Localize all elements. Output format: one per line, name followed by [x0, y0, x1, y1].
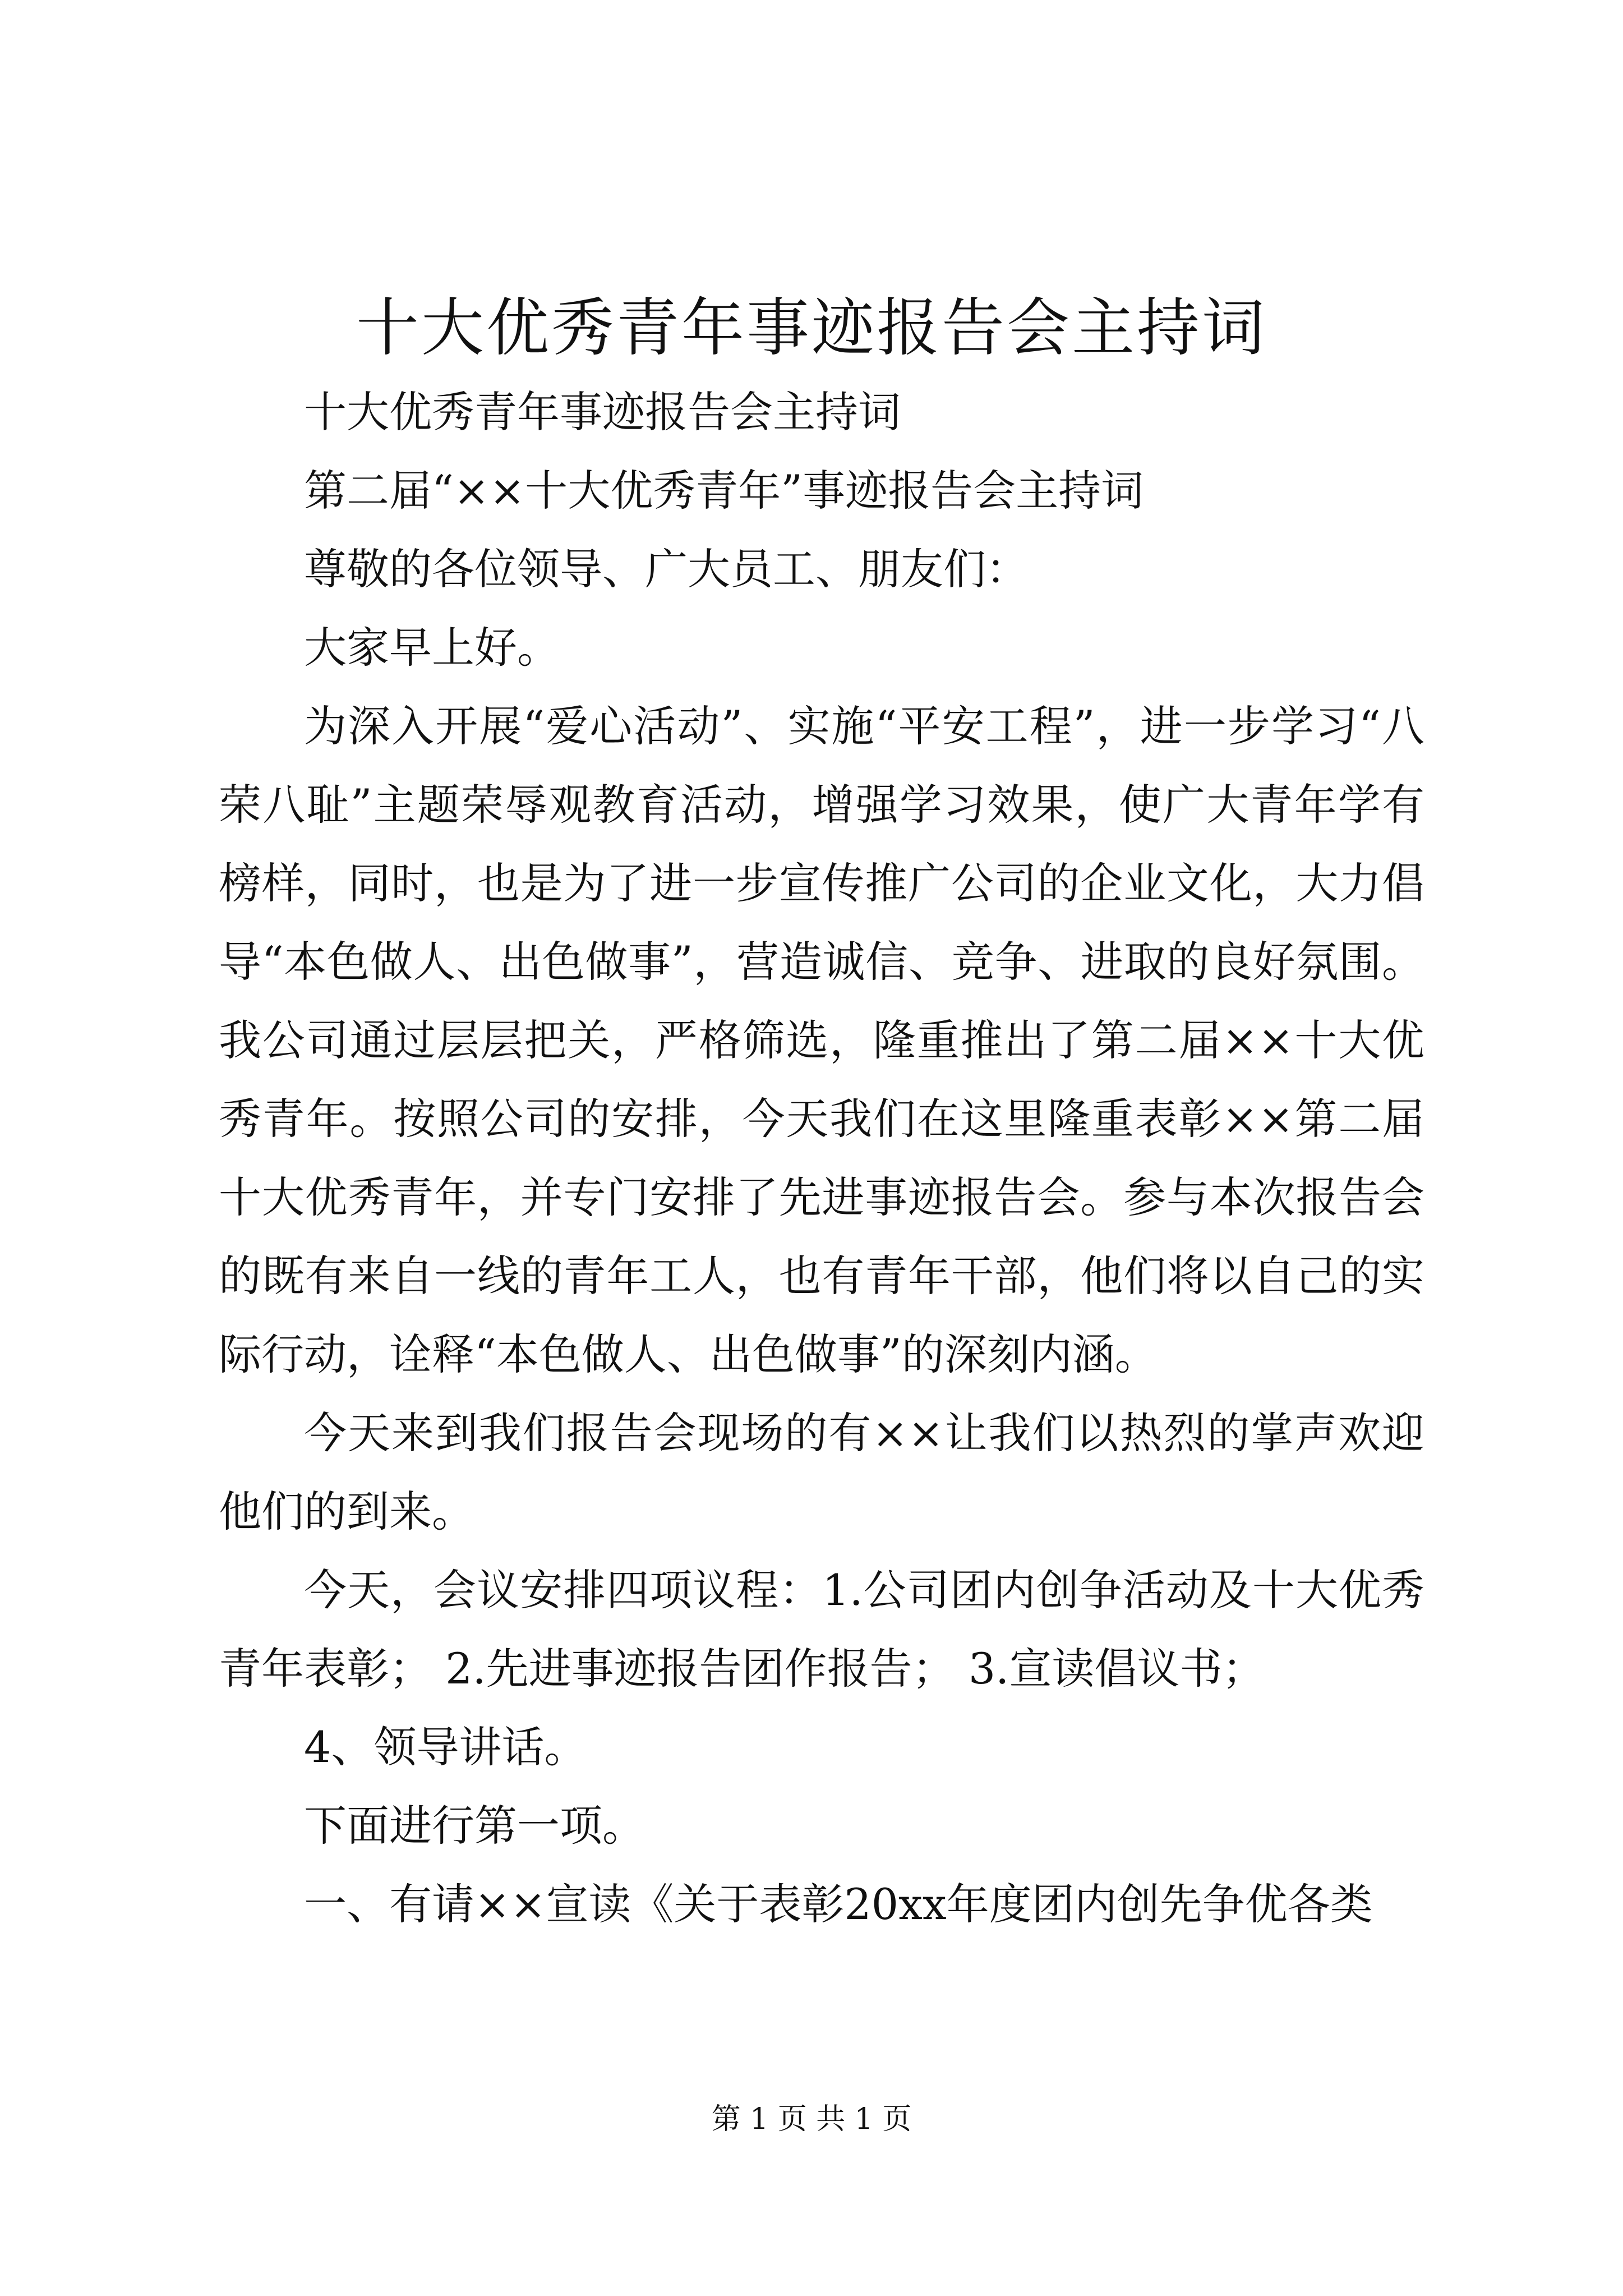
paragraph-agenda-item-4: 4、领导讲话。	[304, 1722, 587, 1772]
paragraph-purpose: 为深入开展“爱心活动”、实施“平安工程”，进一步学习“八荣八耻”主题荣辱观教育活动，增强学习效果，使广大青年学有榜样，同时，也是为了进一步宣传推广公司的企业文化，大力倡导“本色做人、出色做事”，营造诚信、竞争、进取的良好氛围。我公司通过层层把关，严格筛选，隆重推出了第二届××十大优秀青年。按照公司的安排，今天我们在这里隆重表彰××第二届十大优秀青年，并专门安排了先进事迹报告会。参与本次报告会的既有来自一线的青年工人，也有青年干部，他们将以自己的实际行动，诠释“本色做人、出色做事”的深刻内涵。	[219, 701, 1424, 1379]
paragraph-greeting: 大家早上好。	[304, 623, 560, 673]
paragraph-agenda: 今天，会议安排四项议程：1.公司团内创争活动及十大优秀青年表彰； 2.先进事迹报告团作报告； 3.宣读倡议书；	[219, 1565, 1424, 1694]
document-body	[219, 373, 1424, 1944]
paragraph-welcome-guests: 今天来到我们报告会现场的有××让我们以热烈的掌声欢迎他们的到来。	[219, 1408, 1424, 1536]
paragraph-salutation: 尊敬的各位领导、广大员工、朋友们：	[304, 544, 1029, 594]
paragraph-event-title: 第二届“××十大优秀青年”事迹报告会主持词	[304, 466, 1144, 516]
page-number-footer: 第 1 页 共 1 页	[711, 2102, 912, 2136]
paragraph-subtitle: 十大优秀青年事迹报告会主持词	[304, 387, 901, 437]
document-title: 十大优秀青年事迹报告会主持词	[356, 292, 1267, 365]
paragraph-first-item: 下面进行第一项。	[304, 1801, 645, 1851]
paragraph-announcement: 一、有请××宣读《关于表彰20xx年度团内创先争优各类	[304, 1879, 1373, 1929]
